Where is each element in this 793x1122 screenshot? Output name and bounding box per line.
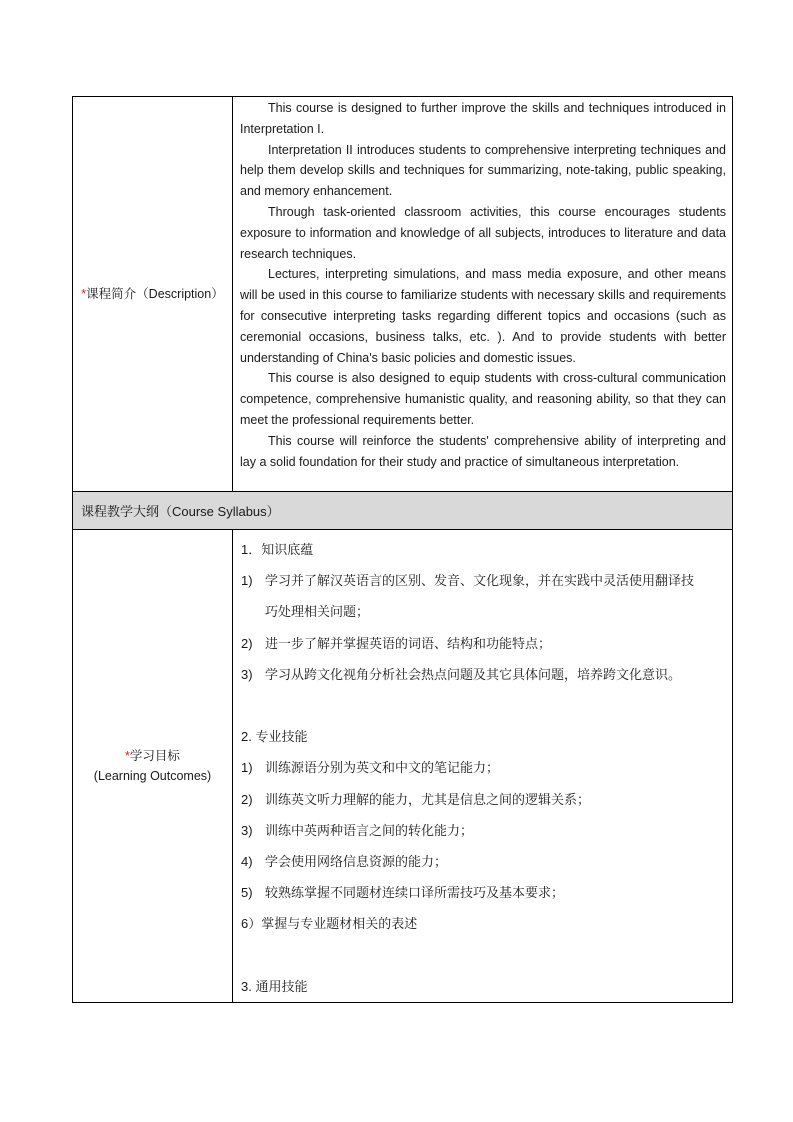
item-number: 3) — [241, 666, 253, 682]
item-number: 2) — [241, 791, 253, 807]
syllabus-section-row — [73, 492, 733, 530]
item-text: 训练源语分别为英文和中文的笔记能力； — [265, 760, 500, 776]
description-content — [233, 97, 733, 492]
spacer — [241, 940, 726, 971]
item-text: 学习从跨文化视角分析社会热点问题及其它具体问题，培养跨文化意识。 — [265, 666, 682, 682]
outcomes-label-en: (Learning Outcomes) — [93, 769, 212, 783]
description-paragraph: Interpretation II introduces students to comprehensive interpreting techniques and help them develop skills and techniques for summarizing, note-taking, public speaking, and memory enhancement. — [240, 142, 726, 199]
course-info-table — [72, 96, 733, 1003]
item-number: 1) — [241, 573, 253, 589]
list-item — [241, 752, 726, 783]
item-text: 训练中英两种语言之间的转化能力； — [265, 822, 474, 838]
description-label — [73, 97, 233, 492]
item-text-continued: 巧处理相关问题； — [265, 604, 370, 620]
list-item — [241, 565, 726, 596]
knowledge-heading: 1．知识底蕴 — [241, 542, 314, 557]
required-marker: * — [81, 287, 87, 301]
spacer — [241, 690, 726, 721]
outcomes-label-cn: 学习目标 — [129, 749, 180, 763]
list-item — [241, 877, 726, 908]
syllabus-section-title: 课程教学大纲（Course Syllabus） — [73, 492, 733, 530]
item-text: 训练英文听力理解的能力，尤其是信息之间的逻辑关系； — [265, 791, 591, 807]
item-number: 3) — [241, 822, 253, 838]
outcomes-row — [73, 530, 733, 1003]
item-number: 1) — [241, 760, 253, 776]
skills-heading: 2. 专业技能 — [241, 729, 308, 745]
item-number: 2) — [241, 635, 253, 651]
list-item — [241, 659, 726, 690]
item-text: 进一步了解并掌握英语的词语、结构和功能特点； — [265, 635, 552, 651]
list-item — [241, 784, 726, 815]
list-item — [241, 628, 726, 659]
description-label-text: 课程简介（Description） — [86, 287, 224, 301]
outcomes-label — [73, 530, 233, 1003]
course-document — [72, 96, 733, 1003]
description-paragraph: Through task-oriented classroom activities, this course encourages students exposure to information and knowledge of all subjects, introduces to literature and data research techniques. — [240, 204, 726, 261]
description-paragraph: Lectures, interpreting simulations, and mass media exposure, and other means will be used in this course to familiarize students with necessary skills and requirements for consecutive interpreting tasks regarding different topics and occasions (such as ceremonial occasions, business talks, etc. ). And to provide students with better understanding of China's basic policies and domestic issues. — [240, 267, 726, 365]
list-item-extra: 6）掌握与专业题材相关的表述 — [241, 916, 418, 932]
outcomes-content — [233, 530, 733, 1003]
item-text: 学会使用网络信息资源的能力； — [265, 854, 448, 870]
list-item — [241, 815, 726, 846]
description-row — [73, 97, 733, 492]
item-text: 学习并了解汉英语言的区别、发音、文化现象，并在实践中灵活使用翻译技 — [265, 573, 695, 589]
description-paragraph: This course is designed to further improve the skills and techniques introduced in Interpretation I. — [240, 101, 726, 136]
general-heading: 3. 通用技能 — [241, 978, 308, 994]
required-marker: * — [125, 749, 130, 763]
item-text: 较熟练掌握不同题材连续口译所需技巧及基本要求； — [265, 885, 565, 901]
description-paragraph: This course is also designed to equip students with cross-cultural communication competence, comprehensive humanistic quality, and reasoning ability, so that they can meet the professional requirements better. — [240, 371, 726, 427]
item-number: 5) — [241, 885, 253, 901]
description-paragraph: This course will reinforce the students' comprehensive ability of interpreting and lay a solid foundation for their study and practice of simultaneous interpretation. — [240, 433, 726, 469]
list-item — [241, 846, 726, 877]
item-number: 4) — [241, 854, 253, 870]
